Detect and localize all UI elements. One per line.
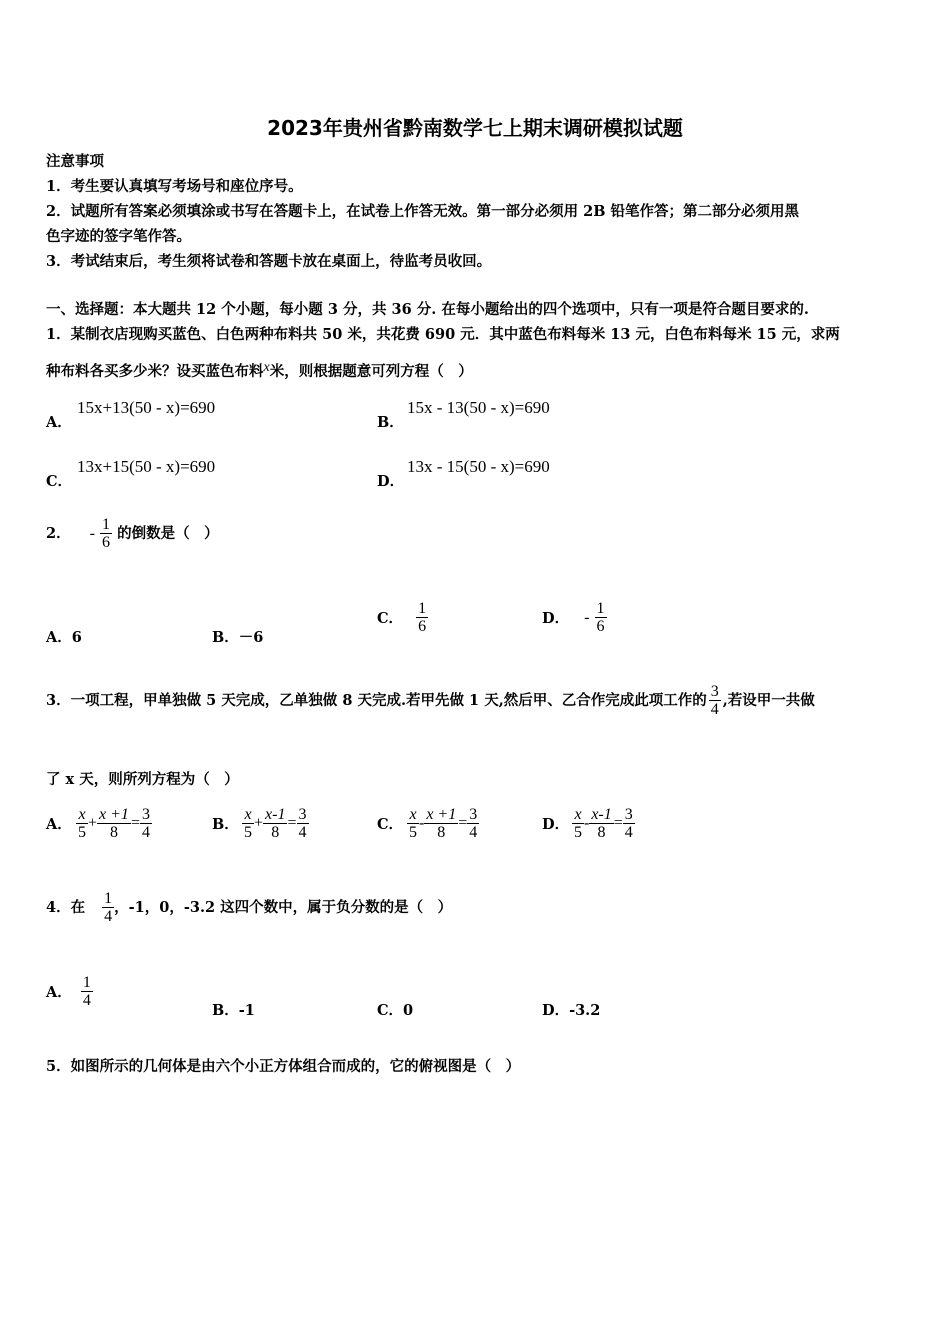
q3-stem-text-b: ,若设甲一共做 xyxy=(722,691,815,709)
q1-variable: x xyxy=(263,360,270,375)
q2-option-b xyxy=(212,626,263,647)
q3-option-d-label: D． xyxy=(542,816,570,833)
q3-option-c-label: C． xyxy=(377,816,404,833)
q2-option-b-label: B． xyxy=(212,629,239,646)
q2-option-a xyxy=(46,626,82,647)
q3-b-frac2 xyxy=(263,806,287,841)
q3-a-eq: = xyxy=(130,814,140,832)
section-heading: 一、选择题：本大题共 12 个小题，每小题 3 分，共 36 分. 在每小题给出的四个选项中，只有一项是符合题目要求的. xyxy=(46,301,809,318)
q3-stem-fraction-den: 4 xyxy=(710,701,719,718)
q4-stem xyxy=(46,890,452,925)
notice-item-1: 1．考生要认真填写考场号和座位序号。 xyxy=(46,178,303,195)
q2-stem xyxy=(46,516,219,551)
q4-option-d-value: -3.2 xyxy=(569,1002,601,1019)
q3-a-frac3-num: 3 xyxy=(141,806,150,823)
q3-stem-fraction-num: 3 xyxy=(710,683,719,700)
q4-fraction-den: 4 xyxy=(104,908,113,925)
q4-option-b-label: B． xyxy=(212,1002,239,1019)
q2-option-c-den: 6 xyxy=(418,618,427,635)
q3-a-frac1-num: x xyxy=(76,806,88,824)
notice-heading: 注意事项 xyxy=(46,153,104,170)
q3-b-frac1 xyxy=(242,806,254,841)
notice-item-3: 3．考试结束后，考生须将试卷和答题卡放在桌面上，待监考员收回。 xyxy=(46,253,492,270)
q2-option-c-label: C． xyxy=(377,610,404,627)
q4-option-a-fraction xyxy=(81,974,93,1009)
q3-a-frac1-den: 5 xyxy=(78,824,86,841)
q3-b-op: + xyxy=(254,814,264,832)
q3-a-frac2 xyxy=(97,806,131,841)
q3-d-frac3-den: 4 xyxy=(624,824,633,841)
notice-item-2: 2．试题所有答案必须填涂或书写在答题卡上，在试卷上作答无效。第一部分必须用 2B 铅笔作答；第二部分必须用黑 xyxy=(46,203,800,220)
q3-d-eq: = xyxy=(613,814,623,832)
q3-stem-line2: 了 x 天，则所列方程为（ ） xyxy=(46,771,239,788)
q2-option-d-num: 1 xyxy=(596,600,605,617)
q3-option-d xyxy=(542,806,635,841)
q1-option-b-label: B． xyxy=(377,414,404,431)
q1-option-d: 13x - 15(50 - x)=690 xyxy=(407,457,550,476)
q3-a-frac3-den: 4 xyxy=(141,824,150,841)
q3-c-frac2-num: x +1 xyxy=(426,806,457,823)
q2-option-b-value: －6 xyxy=(238,629,264,646)
q3-c-frac3 xyxy=(467,806,479,841)
q4-option-b-value: -1 xyxy=(238,1002,255,1019)
q2-option-d-fraction xyxy=(595,600,607,635)
q3-option-a-label: A． xyxy=(46,816,72,833)
q3-option-b-label: B． xyxy=(212,816,239,833)
q2-fraction-den: 6 xyxy=(102,534,111,551)
q1-option-b: 15x - 13(50 - x)=690 xyxy=(407,398,550,417)
q1-stem-line2 xyxy=(46,362,473,383)
q3-c-op: - xyxy=(419,814,425,832)
q4-option-c-label: C． xyxy=(377,1002,404,1019)
q4-option-d-label: D． xyxy=(542,1002,570,1019)
q3-c-eq: = xyxy=(458,814,468,832)
q3-b-eq: = xyxy=(287,814,297,832)
q3-c-frac2-den: 8 xyxy=(437,824,446,841)
q3-a-op: + xyxy=(88,814,98,832)
q2-option-d-den: 6 xyxy=(596,618,605,635)
q1-stem-text-b: 米，则根据题意可列方程（ ） xyxy=(269,363,473,380)
q3-b-frac3-den: 4 xyxy=(298,824,307,841)
q2-option-a-label: A． xyxy=(46,629,72,646)
q2-option-c xyxy=(377,600,428,635)
notice-item-2-cont: 色字迹的签字笔作答。 xyxy=(46,228,191,245)
q4-option-a-label: A． xyxy=(46,984,72,1001)
q1-option-d-label: D． xyxy=(377,473,405,490)
q3-d-frac1 xyxy=(572,806,584,841)
q3-d-frac1-den: 5 xyxy=(574,824,582,841)
q3-d-frac2-num: x-1 xyxy=(591,806,612,823)
q4-number: 4．在 xyxy=(46,898,86,916)
q3-c-frac1-num: x xyxy=(407,806,419,824)
q3-c-frac2 xyxy=(424,806,458,841)
q1-option-a: 15x+13(50 - x)=690 xyxy=(77,398,216,417)
q3-d-op: - xyxy=(584,814,590,832)
q4-text: ，-1，0，-3.2 这四个数中，属于负分数的是（ ） xyxy=(114,898,453,916)
q1-stem-text-a: 种布料各买多少米？设买蓝色布料 xyxy=(46,363,264,380)
q3-a-frac2-den: 8 xyxy=(109,824,118,841)
q3-c-frac1 xyxy=(407,806,419,841)
q2-number: 2． xyxy=(46,524,71,542)
q3-b-frac3-num: 3 xyxy=(298,806,307,823)
q3-b-frac2-num: x-1 xyxy=(265,806,286,823)
q3-d-frac3 xyxy=(623,806,635,841)
q3-a-frac1 xyxy=(76,806,88,841)
q3-c-frac3-num: 3 xyxy=(469,806,478,823)
q3-d-frac1-num: x xyxy=(572,806,584,824)
q3-c-frac3-den: 4 xyxy=(469,824,478,841)
q4-option-c-value: 0 xyxy=(403,1002,414,1019)
q3-d-frac2 xyxy=(589,806,613,841)
q1-option-c: 13x+15(50 - x)=690 xyxy=(77,457,216,476)
q4-option-d xyxy=(542,999,600,1020)
q4-fraction xyxy=(102,890,114,925)
q1-stem-line1: 1．某制衣店现购买蓝色、白色两种布料共 50 米，共花费 690 元．其中蓝色布料每米 13 元，白色布料每米 15 元，求两 xyxy=(46,326,840,343)
q2-option-d xyxy=(542,600,607,635)
q3-stem-fraction xyxy=(709,683,721,718)
q4-option-a-den: 4 xyxy=(82,992,91,1009)
q3-c-frac1-den: 5 xyxy=(409,824,417,841)
q3-option-b xyxy=(212,806,309,841)
q3-b-frac1-num: x xyxy=(242,806,254,824)
q5-stem: 5．如图所示的几何体是由六个小正方体组合而成的，它的俯视图是（ ） xyxy=(46,1058,521,1075)
q2-fraction-num: 1 xyxy=(102,516,111,533)
q3-d-frac3-num: 3 xyxy=(624,806,633,823)
q2-option-d-label: D． xyxy=(542,610,570,627)
q3-a-frac3 xyxy=(140,806,152,841)
q2-option-d-sign: - xyxy=(584,608,590,626)
q2-option-c-num: 1 xyxy=(418,600,427,617)
q2-sign: - xyxy=(89,524,95,542)
q4-option-a xyxy=(46,974,93,1009)
q3-option-c xyxy=(377,806,479,841)
q3-option-a xyxy=(46,806,152,841)
q3-d-frac2-den: 8 xyxy=(597,824,606,841)
q3-a-frac2-num: x +1 xyxy=(99,806,129,823)
q2-option-c-fraction xyxy=(416,600,428,635)
q1-option-a-label: A． xyxy=(46,414,72,431)
q3-b-frac1-den: 5 xyxy=(244,824,252,841)
q3-b-frac2-den: 8 xyxy=(271,824,280,841)
q4-fraction-num: 1 xyxy=(104,890,113,907)
q4-option-b xyxy=(212,999,255,1020)
q3-b-frac3 xyxy=(297,806,309,841)
q3-stem-line1 xyxy=(46,683,815,718)
page-title: 2023年贵州省黔南数学七上期末调研模拟试题 xyxy=(267,116,683,140)
q4-option-a-num: 1 xyxy=(82,974,91,991)
q1-option-c-label: C． xyxy=(46,473,73,490)
q2-option-a-value: 6 xyxy=(71,629,82,646)
q4-option-c xyxy=(377,999,413,1020)
q2-text: 的倒数是（ ） xyxy=(117,524,219,542)
q3-stem-text-a: 3．一项工程，甲单独做 5 天完成，乙单独做 8 天完成.若甲先做 1 天,然后甲、乙合作完成此项工作的 xyxy=(46,691,707,709)
q2-fraction xyxy=(100,516,112,551)
